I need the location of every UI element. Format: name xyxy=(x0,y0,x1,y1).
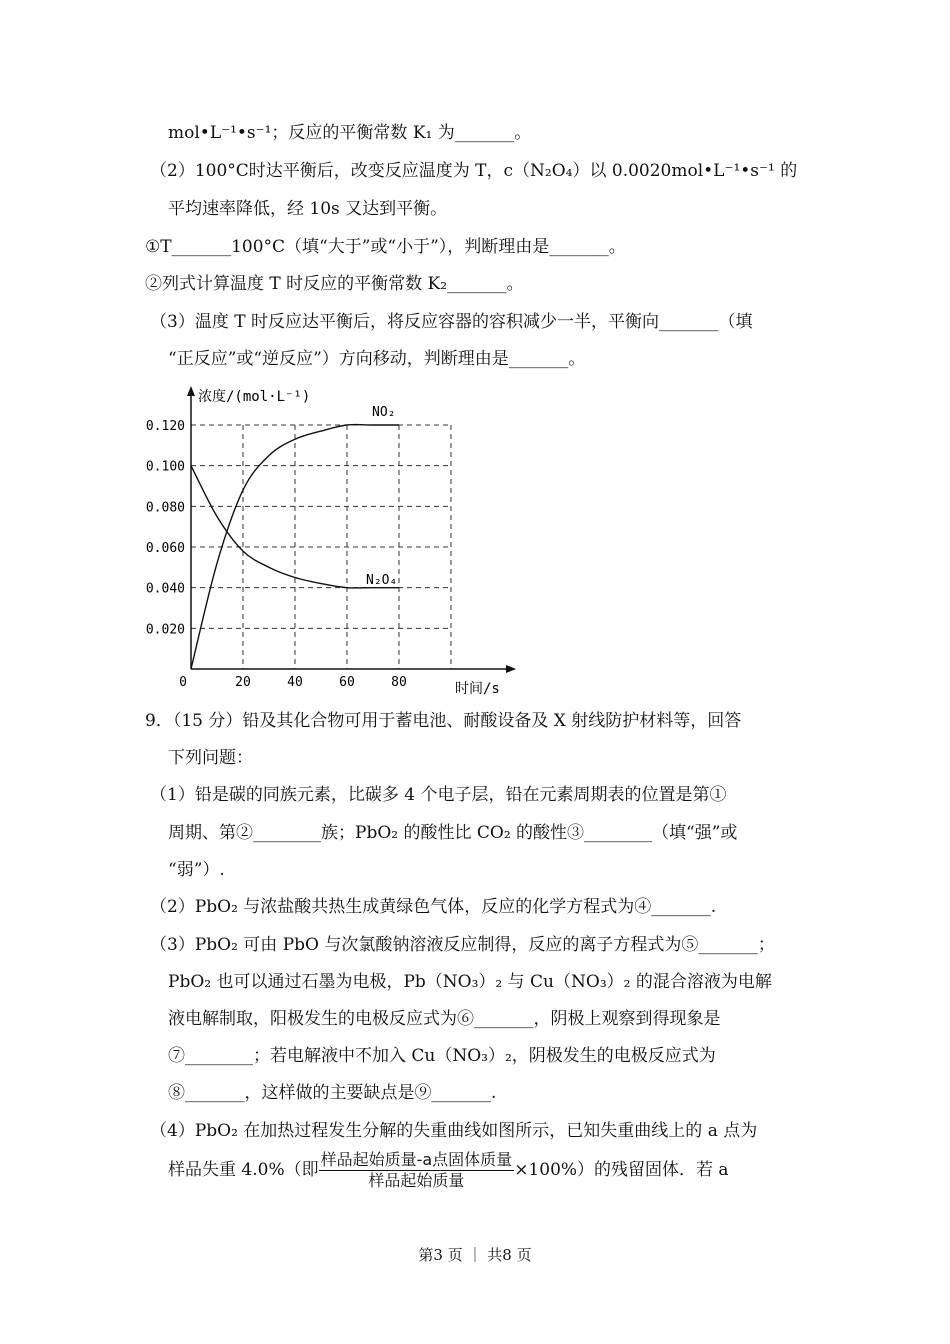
x-tick-label: 80 xyxy=(391,675,407,690)
text-line: （3）PbO₂ 可由 PbO 与次氯酸钠溶液反应制得，反应的离子方程式为⑤_______； xyxy=(150,935,775,955)
x-tick-label: 60 xyxy=(339,675,355,690)
text-line: “正反应”或“逆反应”）方向移动，判断理由是_______。 xyxy=(168,349,586,369)
text-line: ②列式计算温度 T 时反应的平衡常数 K₂_______。 xyxy=(145,274,524,294)
x-tick-label: 0 xyxy=(179,675,187,690)
text-line: ①T_______100°C（填“大于”或“小于”），判断理由是_______。 xyxy=(145,237,626,257)
y-tick-label: 0.040 xyxy=(145,581,185,597)
text-line: （2）PbO₂ 与浓盐酸共热生成黄绿色气体，反应的化学方程式为④_______. xyxy=(150,897,717,917)
text-line: （4）PbO₂ 在加热过程发生分解的失重曲线如图所示，已知失重曲线上的 a 点为 xyxy=(150,1121,758,1141)
text-line: “弱”）. xyxy=(168,860,225,880)
text-line: 下列问题： xyxy=(168,748,253,768)
text-line: 周期、第②________族；PbO₂ 的酸性比 CO₂ 的酸性③________（填“强”或 xyxy=(168,823,738,843)
y-axis-label: 浓度/(mol·L⁻¹) xyxy=(198,389,311,405)
text-line: ⑦________；若电解液中不加入 Cu（NO₃）₂，阴极发生的电极反应式为 xyxy=(168,1046,716,1066)
series-label-n2o4: N₂O₄ xyxy=(366,573,398,588)
y-tick-label: 0.120 xyxy=(145,419,185,434)
fraction-denominator: 样品起始质量 xyxy=(368,1171,465,1190)
text-line: ⑧_______，这样做的主要缺点是⑨_______. xyxy=(168,1083,497,1103)
text-fragment: 样品失重 4.0%（即 xyxy=(168,1160,319,1180)
fraction-numerator: 样品起始质量-a点固体质量 xyxy=(320,1150,513,1169)
fraction-line xyxy=(168,1147,729,1193)
x-tick-label: 40 xyxy=(287,675,303,690)
text-line: PbO₂ 也可以通过石墨为电极，Pb（NO₃）₂ 与 Cu（NO₃）₂ 的混合溶液为电解 xyxy=(168,972,772,992)
text-line: （3）温度 T 时反应达平衡后，将反应容器的容积减少一半，平衡向_______（填 xyxy=(150,312,753,332)
text-line: 液电解制取，阳极发生的电极反应式为⑥_______，阴极上观察到得现象是 xyxy=(168,1009,721,1029)
series-label-no2: NO₂ xyxy=(372,405,396,420)
text-fragment: ×100%）的残留固体．若 a xyxy=(514,1160,729,1180)
page-footer: 第3 页 ｜ 共8 页 xyxy=(418,1246,532,1264)
y-tick-label: 0.020 xyxy=(145,622,185,638)
question-9-title: 9．（15 分）铅及其化合物可用于蓄电池、耐酸设备及 X 射线防护材料等，回答 xyxy=(145,711,742,731)
chart-ticks xyxy=(146,419,407,690)
x-axis-label: 时间/s xyxy=(455,681,500,697)
y-tick-label: 0.060 xyxy=(145,541,185,556)
chart-grid xyxy=(191,425,451,669)
y-axis-arrow xyxy=(187,386,195,396)
text-line: （2）100°C时达平衡后，改变反应温度为 T，c（N₂O₄）以 0.0020mol•L⁻¹•s⁻¹ 的 xyxy=(150,161,798,181)
mass-loss-fraction xyxy=(319,1150,515,1191)
text-line: 平均速率降低，经 10s 又达到平衡。 xyxy=(168,199,448,219)
chart-axes xyxy=(187,386,516,673)
y-tick-label: 0.100 xyxy=(145,459,185,475)
y-tick-label: 0.080 xyxy=(145,500,185,516)
concentration-chart xyxy=(140,382,530,702)
x-tick-label: 20 xyxy=(235,675,251,690)
x-axis-arrow xyxy=(506,665,516,673)
text-line: mol•L⁻¹•s⁻¹；反应的平衡常数 K₁ 为_______。 xyxy=(168,123,532,143)
text-line: （1）铅是碳的同族元素，比碳多 4 个电子层，铅在元素周期表的位置是第① xyxy=(150,785,727,805)
